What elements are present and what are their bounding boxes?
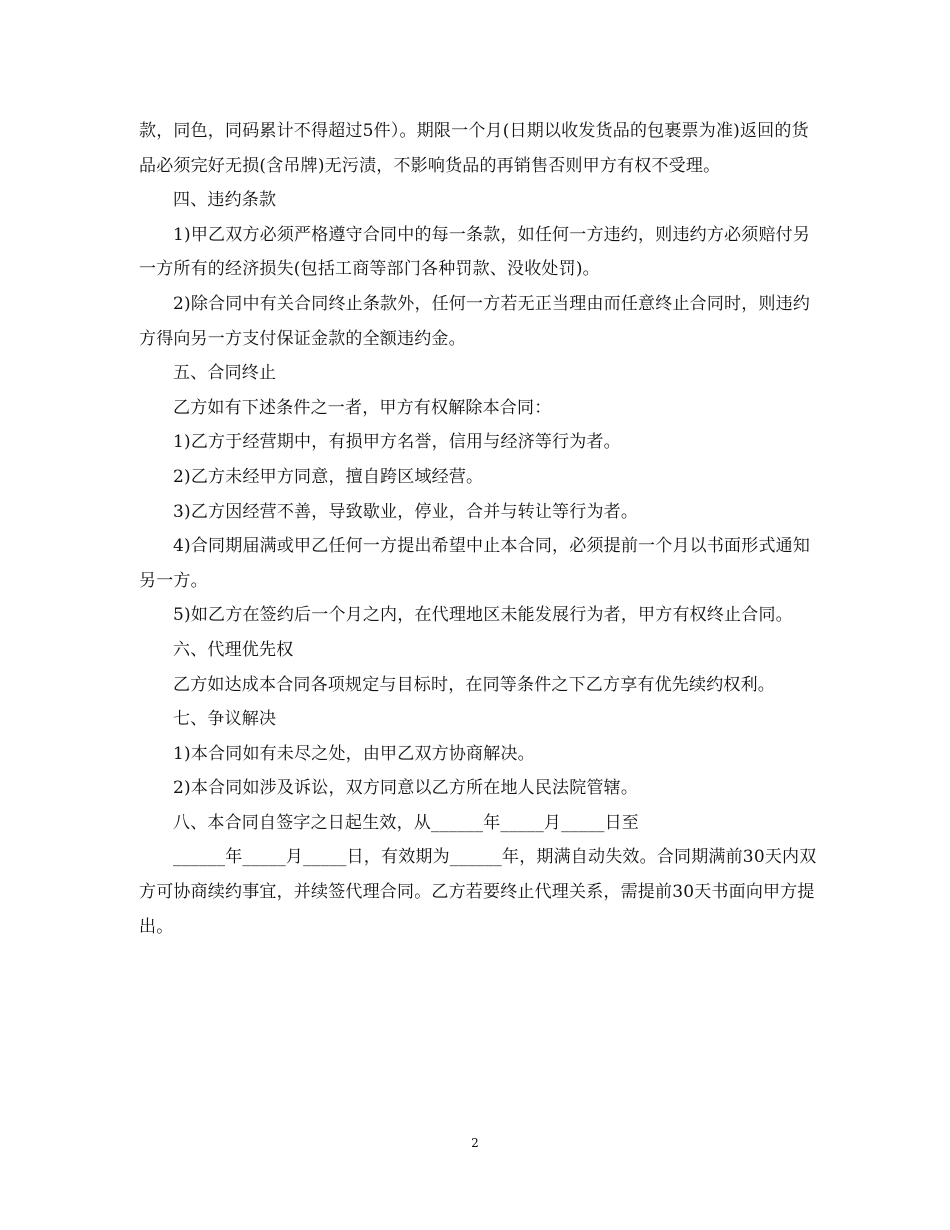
paragraph-termination-2: 2)乙方未经甲方同意，擅自跨区域经营。 — [173, 466, 484, 487]
paragraph-breach-1: 1)甲乙双方必须严格遵守合同中的每一条款，如任何一方违约，则违约方必须赔付另一方所有的经济损失(包括工商等部门各种罚款、没收处罚)。 — [139, 224, 811, 280]
paragraph-return-terms: 款，同色，同码累计不得超过5件）。期限一个月(日期以收发货品的包裹票为准)返回的货品必须完好无损(含吊牌)无污渍，不影响货品的再销售否则甲方有权不受理。 — [139, 121, 809, 176]
document-body — [139, 114, 819, 944]
section-heading-breach: 四、违约条款 — [173, 190, 277, 211]
paragraph-termination-intro: 乙方如有下述条件之一者，甲方有权解除本合同： — [173, 397, 552, 418]
paragraph-termination-4: 4)合同期届满或甲乙任何一方提出希望中止本合同，必须提前一个月以书面形式通知另一方。 — [139, 536, 811, 591]
paragraph-termination-5: 5)如乙方在签约后一个月之内，在代理地区未能发展行为者，甲方有权终止合同。 — [173, 605, 793, 626]
section-heading-effective: 八、本合同自签字之日起生效，从______年_____月_____日至 — [173, 812, 639, 833]
page-number: 2 — [471, 1136, 479, 1150]
paragraph-priority: 乙方如达成本合同各项规定与目标时，在同等条件之下乙方享有优先续约权利。 — [173, 674, 775, 695]
paragraph-dispute-2: 2)本合同如涉及诉讼，双方同意以乙方所在地人民法院管辖。 — [173, 778, 639, 799]
paragraph-dispute-1: 1)本合同如有未尽之处，由甲乙双方协商解决。 — [173, 743, 535, 764]
section-heading-dispute: 七、争议解决 — [173, 709, 277, 730]
paragraph-effective-term: ______年_____月_____日，有效期为______年，期满自动失效。合同期满前30天内双方可协商续约事宜，并续签代理合同。乙方若要终止代理关系，需提前30天书面向甲方提出。 — [139, 847, 817, 937]
section-heading-termination: 五、合同终止 — [173, 363, 277, 384]
paragraph-breach-2: 2)除合同中有关合同终止条款外，任何一方若无正当理由而任意终止合同时，则违约方得向另一方支付保证金款的全额违约金。 — [139, 293, 811, 349]
paragraph-termination-1: 1)乙方于经营期中，有损甲方名誉，信用与经济等行为者。 — [173, 432, 621, 453]
paragraph-termination-3: 3)乙方因经营不善，导致歇业，停业，合并与转让等行为者。 — [173, 501, 639, 522]
section-heading-priority: 六、代理优先权 — [173, 639, 294, 660]
